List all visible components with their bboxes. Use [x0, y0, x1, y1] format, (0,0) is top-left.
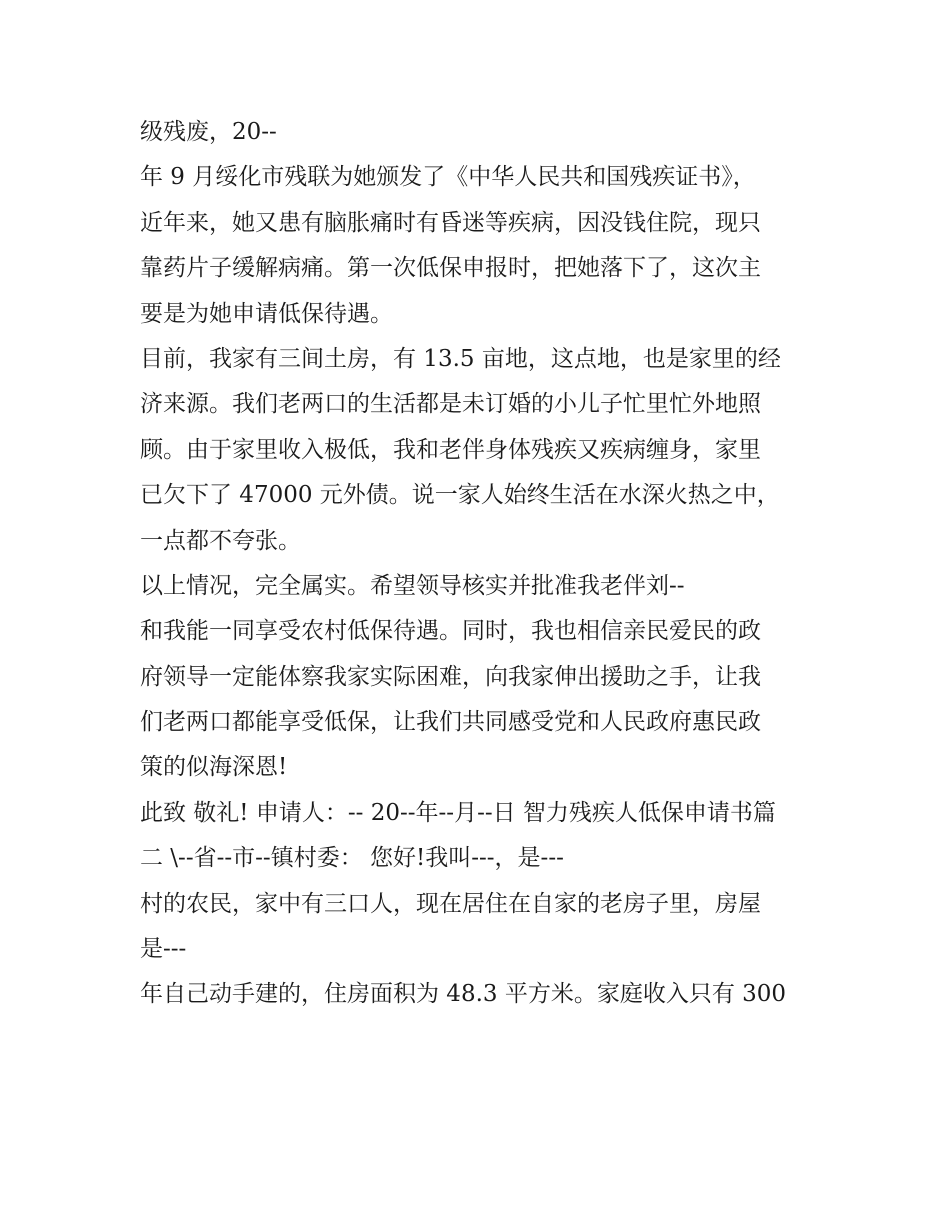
- document-body: [140, 110, 820, 1018]
- text-line: 二 \--省--市--镇村委： 您好!我叫---，是---: [140, 845, 564, 872]
- text-line: 顾。由于家里收入极低，我和老伴身体残疾又疾病缠身，家里: [140, 436, 761, 463]
- text-line: 府领导一定能体察我家实际困难，向我家伸出援助之手，让我: [140, 663, 761, 690]
- text-line: 村的农民，家中有三口人，现在居住在自家的老房子里，房屋: [140, 890, 761, 917]
- text-line: 靠药片子缓解病痛。第一次低保申报时，把她落下了，这次主: [140, 255, 761, 282]
- text-line: 一点都不夸张。: [140, 527, 301, 554]
- text-line: 是---: [140, 936, 187, 963]
- text-line: 年自己动手建的，住房面积为 48.3 平方米。家庭收入只有 300: [140, 981, 787, 1008]
- text-line: 级残废，20--: [140, 119, 277, 145]
- text-line: 目前，我家有三间土房，有 13.5 亩地，这点地，也是家里的经: [140, 345, 781, 372]
- text-line: 年 9 月绥化市残联为她颁发了《中华人民共和国残疾证书》，: [140, 164, 756, 191]
- text-line: 们老两口都能享受低保，让我们共同感受党和人民政府惠民政: [140, 709, 761, 736]
- text-line: 和我能一同享受农村低保待遇。同时，我也相信亲民爱民的政: [140, 618, 761, 645]
- text-line: 以上情况，完全属实。希望领导核实并批准我老伴刘--: [140, 572, 685, 599]
- text-line: 要是为她申请低保待遇。: [140, 300, 393, 327]
- text-line: 近年来，她又患有脑胀痛时有昏迷等疾病，因没钱住院，现只: [140, 209, 761, 236]
- text-line: 策的似海深恩!: [140, 754, 288, 781]
- text-line: 济来源。我们老两口的生活都是未订婚的小儿子忙里忙外地照: [140, 391, 761, 418]
- text-line: 已欠下了 47000 元外债。说一家人始终生活在水深火热之中，: [140, 482, 780, 509]
- text-line: 此致 敬礼! 申请人：-- 20--年--月--日 智力残疾人低保申请书篇: [140, 799, 776, 826]
